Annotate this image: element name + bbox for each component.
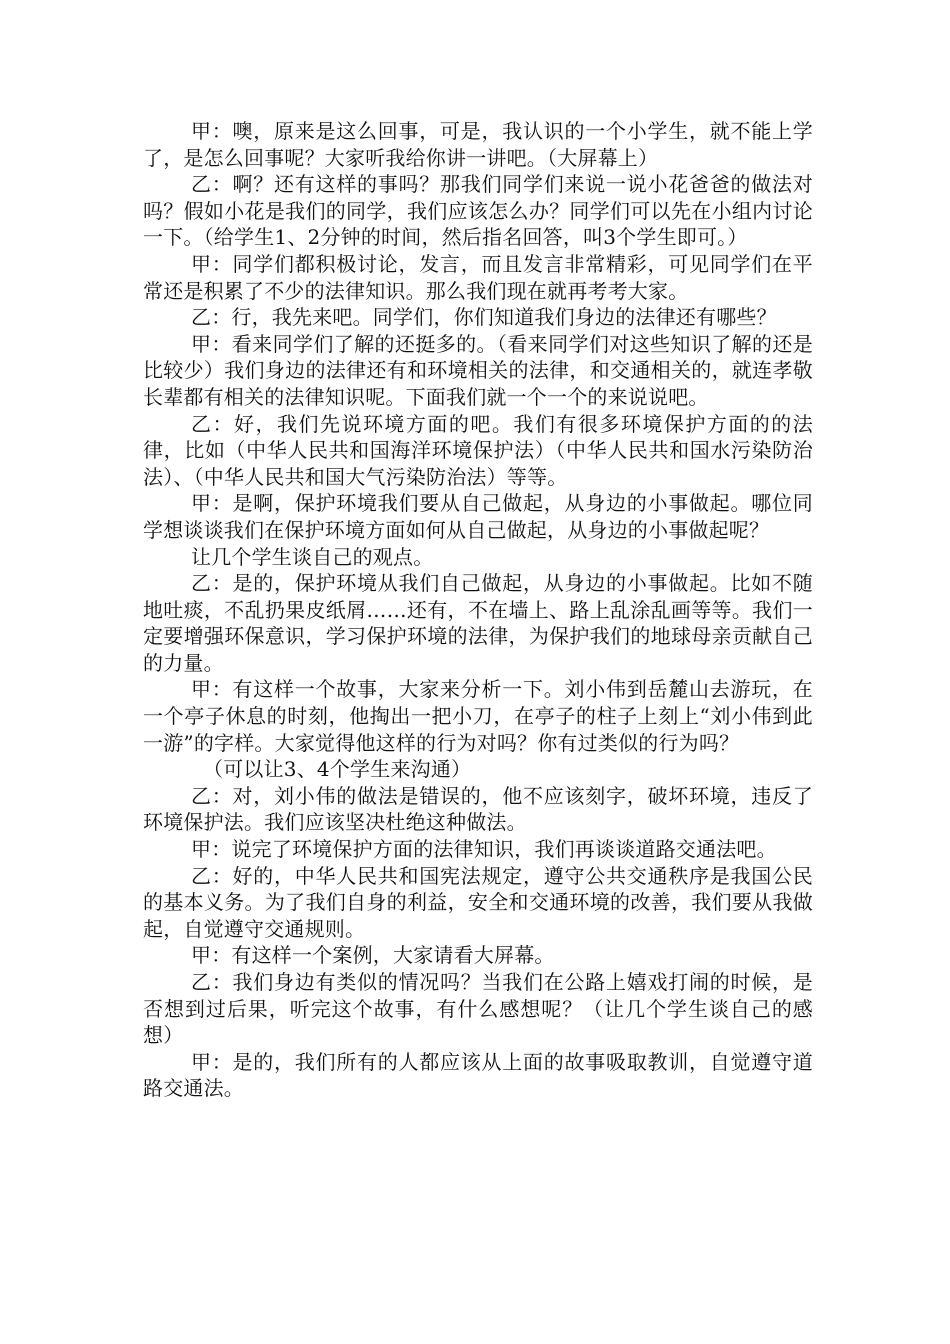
paragraph: 甲：噢，原来是这么回事，可是，我认识的一个小学生，就不能上学了，是怎么回事呢？大家听我给你讲一讲吧。（大屏幕上） [143, 119, 813, 170]
paragraph: 甲：有这样一个故事，大家来分析一下。刘小伟到岳麓山去游玩，在一个亭子休息的时刻，他掏出一把小刀，在亭子的柱子上刻上“刘小伟到此一游”的字样。大家觉得他这样的行为对吗？你有过类似的行为吗？ [143, 677, 813, 755]
paragraph: 甲：说完了环境保护方面的法律知识，我们再谈谈道路交通法吧。 [191, 837, 777, 862]
paragraph: 甲：是啊，保护环境我们要从自己做起，从身边的小事做起。哪位同学想谈谈我们在保护环境方面如何从自己做起，从身边的小事做起呢？ [143, 491, 813, 542]
document-body [143, 118, 813, 1102]
paragraph-note: （可以让3、4个学生来沟通） [203, 757, 472, 782]
paragraph: 甲：看来同学们了解的还挺多的。（看来同学们对这些知识了解的还是比较少）我们身边的法律还有和环境相关的法律，和交通相关的，就连孝敬长辈都有相关的法律知识呢。下面我们就一个一个的来说说吧。 [143, 331, 813, 409]
paragraph: 乙：对，刘小伟的做法是错误的，他不应该刻字，破坏环境，违反了环境保护法。我们应该坚决杜绝这种做法。 [143, 783, 813, 835]
paragraph: 乙：我们身边有类似的情况吗？当我们在公路上嬉戏打闹的时候，是否想到过后果，听完这个故事，有什么感想呢？（让几个学生谈自己的感想） [143, 970, 813, 1048]
paragraph: 乙：好的，中华人民共和国宪法规定，遵守公共交通秩序是我国公民的基本义务。为了我们自身的利益，安全和交通环境的改善，我们要从我做起，自觉遵守交通规则。 [143, 863, 813, 941]
paragraph: 乙：啊？还有这样的事吗？那我们同学们来说一说小花爸爸的做法对吗？假如小花是我们的同学，我们应该怎么办？同学们可以先在小组内讨论一下。（给学生1、2分钟的时间，然后指名回答，叫3个学生即可。） [143, 172, 813, 250]
paragraph: 乙：是的，保护环境从我们自己做起，从身边的小事做起。比如不随地吐痰，不乱扔果皮纸屑……还有，不在墙上、路上乱涂乱画等等。我们一定要增强环保意识，学习保护环境的法律，为保护我们的地球母亲贡献自己的力量。 [143, 571, 813, 675]
paragraph: 甲：是的，我们所有的人都应该从上面的故事吸取教训，自觉遵守道路交通法。 [143, 1049, 813, 1101]
paragraph: 乙：行，我先来吧。同学们，你们知道我们身边的法律还有哪些？ [191, 305, 777, 330]
paragraph: 乙：好，我们先说环境方面的吧。我们有很多环境保护方面的的法律，比如（中华人民共和国海洋环境保护法）（中华人民共和国水污染防治法）、（中华人民共和国大气污染防治法）等等。 [143, 411, 813, 489]
paragraph: 甲：同学们都积极讨论，发言，而且发言非常精彩，可见同学们在平常还是积累了不少的法律知识。那么我们现在就再考考大家。 [143, 251, 813, 303]
paragraph: 让几个学生谈自己的观点。 [191, 544, 434, 569]
paragraph: 甲：有这样一个案例，大家请看大屏幕。 [191, 943, 555, 968]
